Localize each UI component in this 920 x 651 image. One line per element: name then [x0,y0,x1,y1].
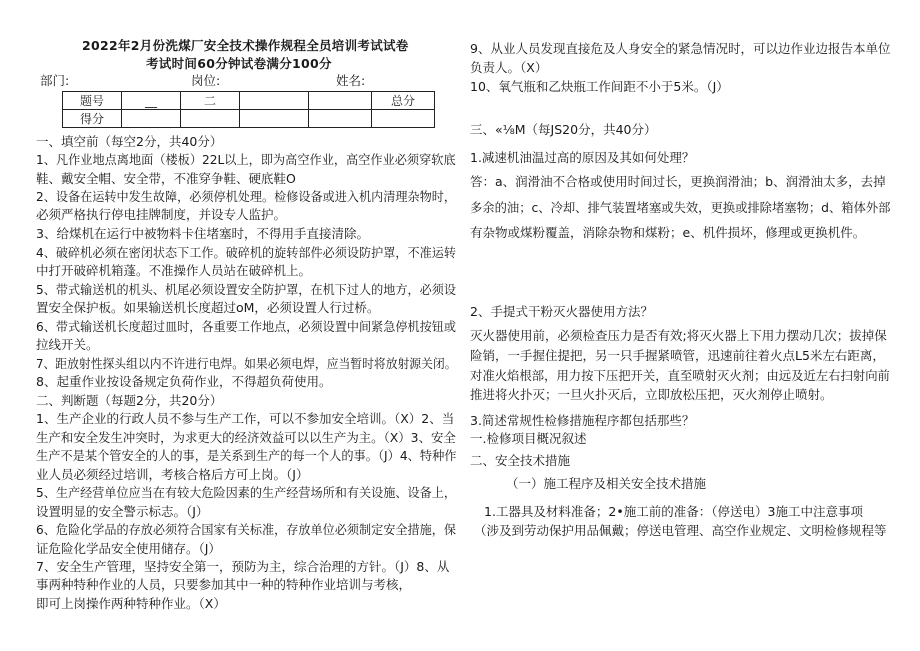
section1-line: 置安全保护板。如果输送机长度超过oM，必须设置人行过桥。 [36,300,380,315]
question-3: 3.简述常规性检修措施程序都包括那些？ [470,413,695,428]
answer-1-line: 多余的油；c、冷却、排气装置堵塞或失效，更换或排除堵塞物；d、箱体外部 [470,200,891,215]
score-input-cell[interactable] [181,110,240,128]
score-input-cell[interactable] [122,110,181,128]
score-row-values [63,110,435,128]
section2-line: 即可上岗操作两种特种作业。（X） [36,596,226,611]
section2-line: 业人员必须经过培训，考核合格后方可上岗。（J） [36,467,309,482]
section1-line: 4、破碎机必须在密闭状态下工作。破碎机的旋转部件必须设防护罩，不准运转 [36,245,456,260]
post-label: 岗位: [191,73,221,88]
answer-1-line: 答：a、润滑油不合格或使用时间过长，更换润滑油；b、润滑油太多，去掉 [470,174,886,189]
question-1: 1.减速机油温过高的原因及其如何处理？ [470,150,695,165]
section2-line: 1、生产企业的行政人员不参与生产工作，可以不参加安全培训。（X）2、当 [36,411,455,426]
section3-heading: 三、«⅛M（每JS20分，共40分） [470,122,657,137]
score-cell: __ [122,92,181,110]
score-cell: 题号 [63,92,122,110]
section1-line: 中打开破碎机箱蓬。不准操作人员站在破碎机上。 [36,263,312,278]
score-cell [240,92,309,110]
section1-line: 5、带式输送机的机头、机尾必须设置安全防护罩，在机下过人的地方，必须设 [36,282,456,297]
section2-line: 生产和安全发生冲突时，为求更大的经济效益可以以生产为主。（X）3、安全 [36,430,456,445]
section2-line: 生产不是某个管安全的人的事，是关系到生产的每一个人的事。（J）4、特种作 [36,448,457,463]
answer-3-line: 1.工器具及材料准备；2•施工前的准备：（停送电）3施工中注意事项 [484,504,863,519]
section2-line: 证危险化学品安全使用储存。（J） [36,541,221,556]
answer-3-line: 二、安全技术措施 [470,453,571,468]
section1-line: 1、凡作业地点离地面（楼板）22L以上，即为高空作业，高空作业必须穿软底 [36,152,456,167]
section1-line: 必须严格执行停电挂牌制度，并设专人监护。 [36,207,287,222]
section1-line: 3、给煤机在运行中被物料卡住堵塞时，不得用手直接清除。 [36,226,369,241]
score-table [62,91,435,128]
section2-line: 事两种特种作业的人员，只要参加其中一种的特种作业培训与考核， [36,577,412,592]
section1-line: 拉线开关。 [36,337,99,352]
score-row-header [63,92,435,110]
answer-2-line: 推进将火扑灭；一旦火扑灭后，立即放松压把，灭火剂停止喷射。 [470,387,833,402]
section1-line: 7、距放射性探头组以内不许进行电焊。如果必须电焊，应当暂时将放射源关闭。 [36,356,457,371]
section2-line: 设置明显的安全警示标志。（J） [36,504,209,519]
judgment-item: 9、从业人员发现直接危及人身安全的紧急情况时，可以边作业边报告本单位 [470,41,891,56]
exam-subtitle: 考试时间60分钟试卷满分100分 [146,56,332,71]
question-2: 2、手提式干粉灭火器使用方法？ [470,304,653,319]
judgment-item: 10、氧气瓶和乙炔瓶工作间距不小于5米。（J） [470,79,729,94]
answer-3-line: （一）施工程序及相关安全技术措施 [506,476,707,491]
section2-line: 6、危险化学品的存放必须符合国家有关标准，存放单位必须制定安全措施，保 [36,522,456,537]
dept-label: 部门: [40,73,70,88]
score-cell: 总分 [372,92,435,110]
exam-title: 2022年2月份洗煤厂安全技术操作规程全员培训考试试卷 [82,38,409,53]
answer-2-line: 对准火焰根部，用力按下压把开关，直至喷射灭火剂；由远及近左右扫射向前 [470,368,890,383]
answer-2-line: 险销，一手握住提把，另一只手握紧喷管，迅速前往着火点L5米左右距离， [470,348,885,363]
section1-line: 8、起重作业按设备规定负荷作业，不得超负荷使用。 [36,374,332,389]
answer-2-line: 灭火器使用前，必须检查压力是否有效;将灭火器上下用力摆动几次；拔掉保 [470,328,887,343]
section2-line: 7、安全生产管理，坚持安全第一，预防为主，综合治理的方针。（J）8、从 [36,559,450,574]
section1-line: 6、带式输送机长度超过皿时，各重要工作地点，必须设置中间紧急停机按钮或 [36,319,456,334]
section2-heading: 二、判断题（每题2分，共20分） [36,393,223,408]
answer-1-line: 有杂物或煤粉覆盖，消除杂物和煤粉；e、机件损坏，修理或更换机件。 [470,225,866,240]
score-cell: 二 [181,92,240,110]
score-cell [309,92,372,110]
section2-line: 5、生产经营单位应当在有较大危险因素的生产经营场所和有关设施、设备上， [36,485,456,500]
score-input-cell[interactable] [309,110,372,128]
section1-line: 鞋、戴安全帽、安全带，不准穿争鞋、硬底鞋O [36,171,296,186]
judgment-item: 负责人。（X） [470,60,548,75]
name-label: 姓名: [336,73,366,88]
section1-line: 2、设备在运转中发生故障，必须停机处理。检修设备或进入机内清理杂物时， [36,189,456,204]
section1-heading: 一、填空前（每空2分，共40分） [36,134,223,149]
answer-3-line: 一.检修项目概况叙述 [470,431,587,446]
score-input-cell[interactable] [372,110,435,128]
answer-3-line: （涉及到劳动保护用品佩戴；停送电管理、高空作业规定、文明检修规程等 [474,523,887,538]
score-input-cell[interactable] [240,110,309,128]
score-cell: 得分 [63,110,122,128]
